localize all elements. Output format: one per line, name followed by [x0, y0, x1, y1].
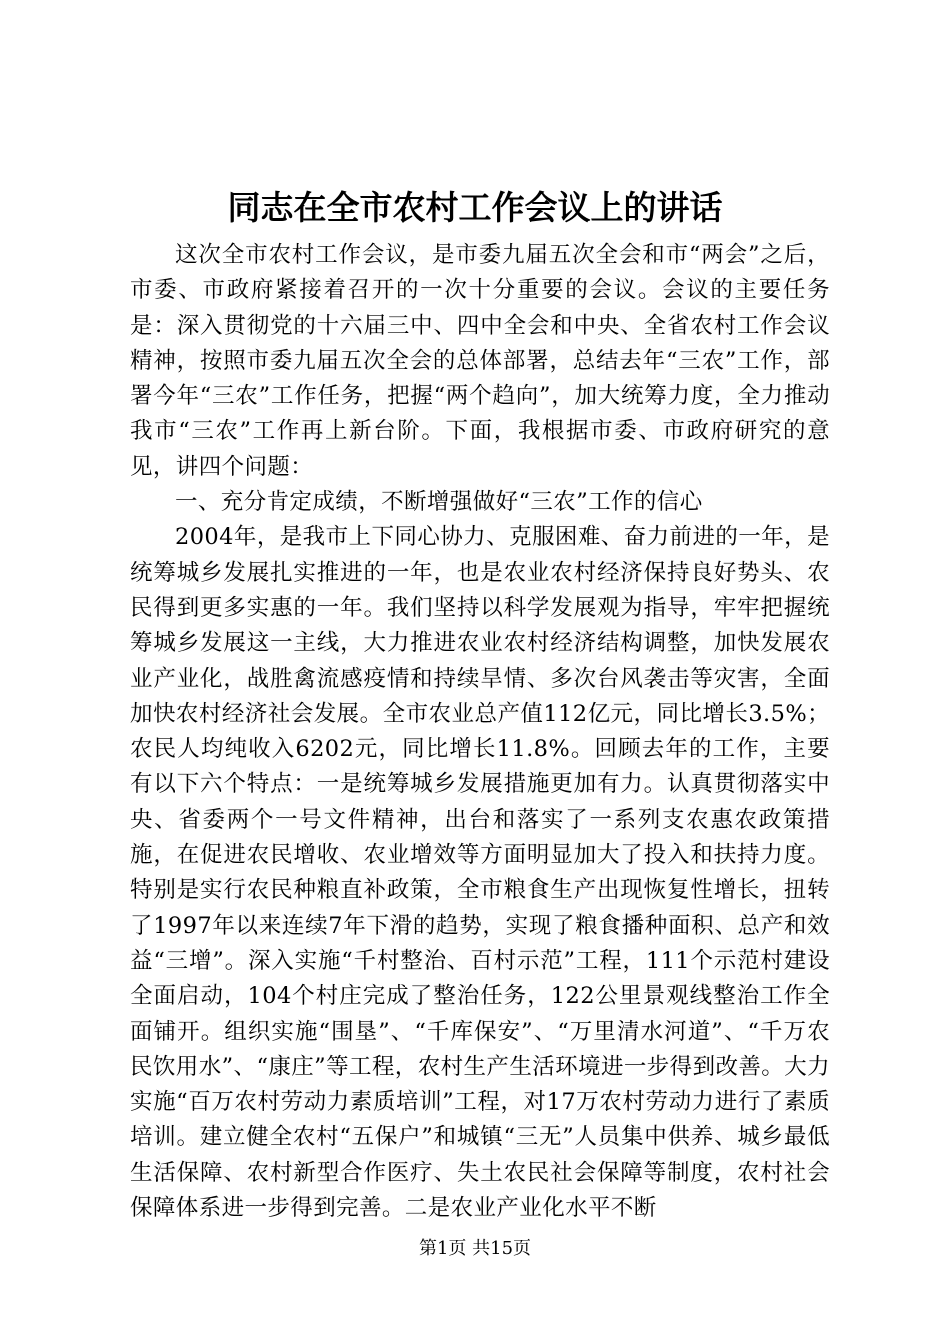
- section-heading: 一、充分肯定成绩，不断增强做好“三农”工作的信心: [175, 489, 703, 516]
- body-paragraph: 2004年，是我市上下同心协力、克服困难、奋力前进的一年，是统筹城乡发展扎实推进的一年，也是农业农村经济保持良好势头、农民得到更多实惠的一年。我们坚持以科学发展观为指导，牢牢把握统筹城乡发展这一主线，大力推进农业农村经济结构调整，加快发展农业产业化，战胜禽流感疫情和持续旱情、多次台风袭击等灾害，全面加快农村经济社会发展。全市农业总产值112亿元，同比增长3.5%；农民人均纯收入6202元，同比增长11.8%。回顾去年的工作，主要有以下六个特点：一是统筹城乡发展措施更加有力。认真贯彻落实中央、省委两个一号文件精神，出台和落实了一系列支农惠农政策措施，在促进农民增收、农业增效等方面明显加大了投入和扶持力度。特别是实行农民种粮直补政策，全市粮食生产出现恢复性增长，扭转了1997年以来连续7年下滑的趋势，实现了粮食播种面积、总产和效益“三增”。深入实施“千村整治、百村示范”工程，111个示范村建设全面启动，104个村庄完成了整治任务，122公里景观线整治工作全面铺开。组织实施“围垦”、“千库保安”、“万里清水河道”、“千万农民饮用水”、“康庄”等工程，农村生产生活环境进一步得到改善。大力实施“百万农村劳动力素质培训”工程，对17万农村劳动力进行了素质培训。建立健全农村“五保户”和城镇“三无”人员集中供养、城乡最低生活保障、农村新型合作医疗、失土农民社会保障等制度，农村社会保障体系进一步得到完善。二是农业产业化水平不断: [130, 524, 830, 1222]
- document-title: 同志在全市农村工作会议上的讲话: [227, 188, 723, 227]
- document-body: [130, 238, 830, 1226]
- page-footer: 第1页 共15页: [418, 1238, 532, 1259]
- intro-paragraph: 这次全市农村工作会议，是市委九届五次全会和市“两会”之后，市委、市政府紧接着召开的一次十分重要的会议。会议的主要任务是：深入贯彻党的十六届三中、四中全会和中央、全省农村工作会议精神，按照市委九届五次全会的总体部署，总结去年“三农”工作，部署今年“三农”工作任务，把握“两个趋向”，加大统筹力度，全力推动我市“三农”工作再上新台阶。下面，我根据市委、市政府研究的意见，讲四个问题：: [130, 242, 830, 480]
